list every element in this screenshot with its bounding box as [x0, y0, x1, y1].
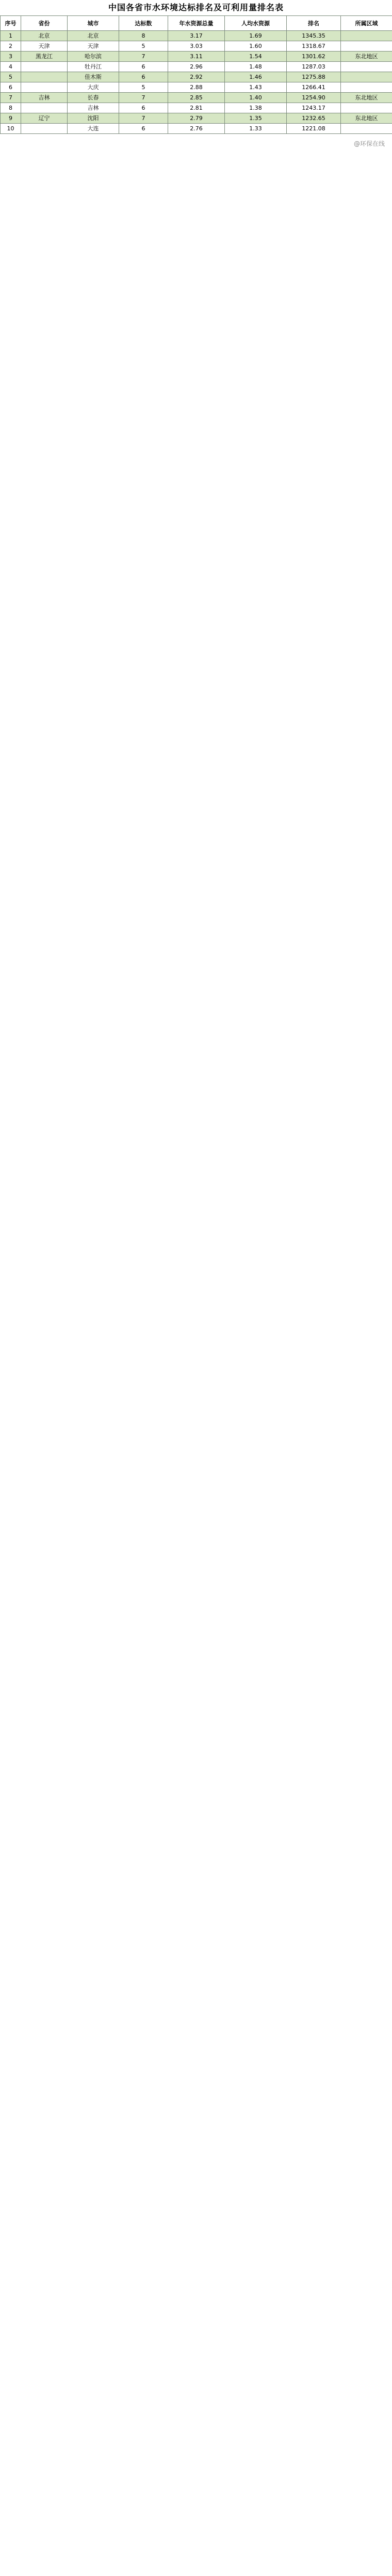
table-row — [1, 124, 392, 134]
table-cell-n: 5 — [119, 82, 168, 93]
page — [0, 0, 392, 155]
table-cell-n: 8 — [119, 31, 168, 41]
table-cell-city: 吉林 — [68, 103, 119, 113]
table-cell-city: 牡丹江 — [68, 62, 119, 72]
table-cell-p: 1.38 — [225, 103, 287, 113]
table-cell-no: 10 — [1, 124, 21, 134]
table-row — [1, 41, 392, 52]
table-cell-city: 北京 — [68, 31, 119, 41]
table-cell-r: 东北地区 — [341, 93, 392, 103]
table-cell-no: 6 — [1, 82, 21, 93]
table-cell-prov — [21, 72, 68, 82]
table-cell-prov — [21, 82, 68, 93]
header-cell: 城市 — [68, 16, 119, 31]
table-cell-p: 1.48 — [225, 62, 287, 72]
table-cell-city: 长春 — [68, 93, 119, 103]
table-cell-prov: 黑龙江 — [21, 52, 68, 62]
table-cell-e: 2.96 — [168, 62, 225, 72]
table-row — [1, 52, 392, 62]
table-cell-r — [341, 103, 392, 113]
table-cell-city: 天津 — [68, 41, 119, 52]
table-cell-h: 1345.35 — [287, 31, 341, 41]
table-cell-e: 2.79 — [168, 113, 225, 124]
table-cell-p: 1.69 — [225, 31, 287, 41]
header-cell: 人均水资源 — [225, 16, 287, 31]
table-cell-no: 7 — [1, 93, 21, 103]
watermark: @环保在线 — [353, 140, 385, 147]
table-cell-no: 1 — [1, 31, 21, 41]
table-cell-r — [341, 82, 392, 93]
header-cell: 达标数 — [119, 16, 168, 31]
table-cell-no: 3 — [1, 52, 21, 62]
table-cell-r — [341, 31, 392, 41]
table-cell-prov: 辽宁 — [21, 113, 68, 124]
table-cell-prov: 天津 — [21, 41, 68, 52]
table-cell-no: 4 — [1, 62, 21, 72]
table-cell-p: 1.46 — [225, 72, 287, 82]
table-cell-n: 7 — [119, 93, 168, 103]
table-body — [1, 31, 392, 134]
table-cell-p: 1.54 — [225, 52, 287, 62]
table-cell-h: 1275.88 — [287, 72, 341, 82]
table-row — [1, 62, 392, 72]
table-cell-city: 沈阳 — [68, 113, 119, 124]
table-cell-e: 2.81 — [168, 103, 225, 113]
table-cell-h: 1232.65 — [287, 113, 341, 124]
header-cell: 省份 — [21, 16, 68, 31]
header-cell: 排名 — [287, 16, 341, 31]
table-cell-prov — [21, 62, 68, 72]
table-cell-e: 3.11 — [168, 52, 225, 62]
table-cell-r — [341, 62, 392, 72]
table-cell-h: 1266.41 — [287, 82, 341, 93]
footer — [0, 134, 392, 155]
table-cell-no: 9 — [1, 113, 21, 124]
table-cell-e: 3.03 — [168, 41, 225, 52]
page-title: 中国各省市水环境达标排名及可利用量排名表 — [108, 3, 284, 12]
table-cell-h: 1318.67 — [287, 41, 341, 52]
table-row — [1, 82, 392, 93]
table-cell-e: 2.92 — [168, 72, 225, 82]
table-cell-e: 2.76 — [168, 124, 225, 134]
table-cell-no: 5 — [1, 72, 21, 82]
table-cell-h: 1243.17 — [287, 103, 341, 113]
table-cell-p: 1.60 — [225, 41, 287, 52]
table-cell-n: 6 — [119, 72, 168, 82]
table-cell-n: 7 — [119, 113, 168, 124]
table-cell-p: 1.40 — [225, 93, 287, 103]
table-cell-r — [341, 72, 392, 82]
table-cell-n: 6 — [119, 62, 168, 72]
table-cell-n: 5 — [119, 41, 168, 52]
table-row — [1, 103, 392, 113]
table-row — [1, 113, 392, 124]
table-cell-e: 2.88 — [168, 82, 225, 93]
table-cell-h: 1221.08 — [287, 124, 341, 134]
table-cell-p: 1.33 — [225, 124, 287, 134]
table-cell-e: 2.85 — [168, 93, 225, 103]
table-cell-city: 佳木斯 — [68, 72, 119, 82]
table-cell-prov — [21, 124, 68, 134]
table-cell-h: 1254.90 — [287, 93, 341, 103]
table-cell-prov — [21, 103, 68, 113]
table-row — [1, 72, 392, 82]
data-table — [0, 15, 392, 134]
table-cell-n: 7 — [119, 52, 168, 62]
header-cell: 年水资源总量 — [168, 16, 225, 31]
table-cell-r — [341, 41, 392, 52]
header-cell: 序号 — [1, 16, 21, 31]
table-cell-no: 2 — [1, 41, 21, 52]
table-row — [1, 31, 392, 41]
table-cell-city: 大连 — [68, 124, 119, 134]
header-cell: 所属区域 — [341, 16, 392, 31]
table-cell-p: 1.35 — [225, 113, 287, 124]
table-row — [1, 93, 392, 103]
table-cell-e: 3.17 — [168, 31, 225, 41]
table-header-row — [1, 16, 392, 31]
table-cell-r: 东北地区 — [341, 52, 392, 62]
table-cell-city: 哈尔滨 — [68, 52, 119, 62]
table-cell-n: 6 — [119, 103, 168, 113]
table-cell-r — [341, 124, 392, 134]
table-cell-p: 1.43 — [225, 82, 287, 93]
table-cell-no: 8 — [1, 103, 21, 113]
table-cell-n: 6 — [119, 124, 168, 134]
table-cell-prov: 吉林 — [21, 93, 68, 103]
table-cell-prov: 北京 — [21, 31, 68, 41]
table-cell-r: 东北地区 — [341, 113, 392, 124]
table-cell-city: 大庆 — [68, 82, 119, 93]
table-cell-h: 1287.03 — [287, 62, 341, 72]
table-cell-h: 1301.62 — [287, 52, 341, 62]
